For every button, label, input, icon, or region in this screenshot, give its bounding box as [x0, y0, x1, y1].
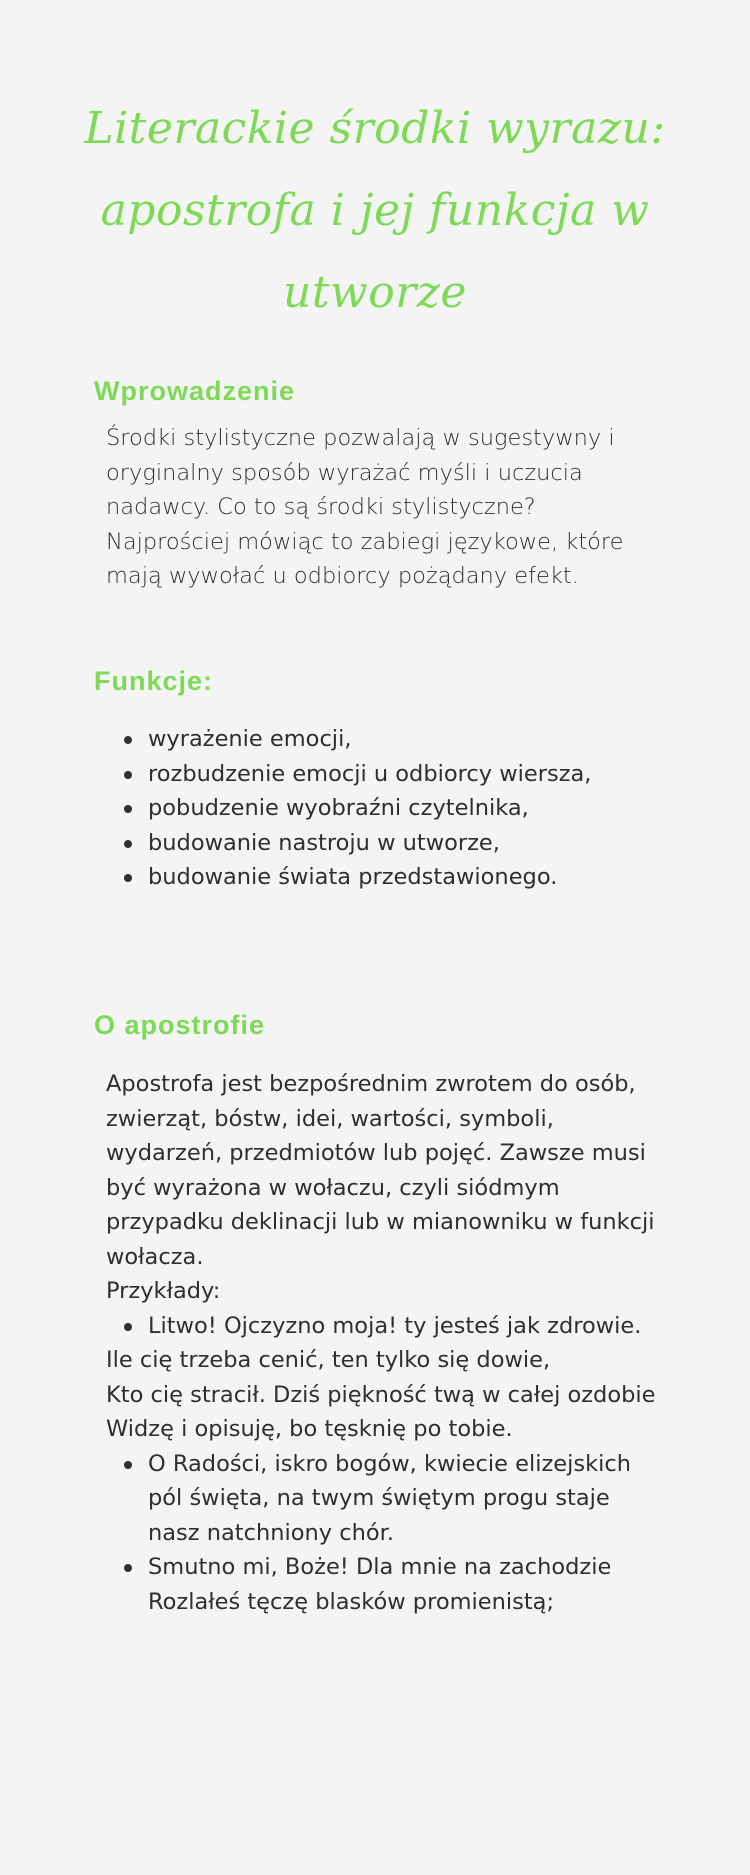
apostrophe-heading: O apostrofie — [94, 1010, 266, 1040]
list-item: Litwo! Ojczyzno moja! ty jesteś jak zdrowie. — [106, 1309, 666, 1344]
bullet-icon — [124, 736, 132, 744]
apostrophe-section — [106, 1067, 666, 1619]
bullet-icon — [124, 874, 132, 882]
list-item: budowanie świata przedstawionego. — [106, 860, 706, 895]
list-item: O Radości, iskro bogów, kwiecie elizejskich pól święta, na twym świętym progu staje nasz natchniony chór. — [106, 1447, 666, 1551]
bullet-icon — [124, 1564, 132, 1572]
apostrophe-definition: Apostrofa jest bezpośrednim zwrotem do osób, zwierząt, bóstw, idei, wartości, symboli, wydarzeń, przedmiotów lub pojęć. Zawsze musi być wyrażona w wołaczu, czyli siódmym przypadku deklinacji lub w mianowniku w funkcji wołacza. — [106, 1071, 655, 1270]
bullet-icon — [124, 805, 132, 813]
functions-list — [106, 722, 706, 895]
bullet-icon — [124, 1461, 132, 1469]
examples-list-continued — [106, 1447, 666, 1620]
bullet-icon — [124, 771, 132, 779]
list-item: wyrażenie emocji, — [106, 722, 706, 757]
functions-heading: Funkcje: — [94, 666, 214, 696]
bullet-icon — [124, 1323, 132, 1331]
example-1-line-2: Ile cię trzeba cenić, ten tylko się dowie, — [106, 1347, 551, 1373]
intro-heading: Wprowadzenie — [94, 376, 296, 406]
examples-label: Przykłady: — [106, 1278, 221, 1304]
example-1-line-4: Widzę i opisuję, bo tęsknię po tobie. — [106, 1416, 513, 1442]
intro-text: Środki stylistyczne pozwalają w sugestywny i oryginalny sposób wyrażać myśli i uczucia nadawcy. Co to są środki stylistyczne? Najprościej mówiąc to zabiegi językowe, które mają wywołać u odbiorcy pożądany efekt. — [106, 425, 624, 589]
list-item: rozbudzenie emocji u odbiorcy wiersza, — [106, 757, 706, 792]
list-item: pobudzenie wyobraźni czytelnika, — [106, 791, 706, 826]
list-item: Smutno mi, Boże! Dla mnie na zachodzie Rozlałeś tęczę blasków promienistą; — [106, 1550, 666, 1619]
bullet-icon — [124, 840, 132, 848]
page-title: Literackie środki wyrazu: apostrofa i jej funkcja w utworze — [84, 103, 666, 318]
example-1-line-3: Kto cię stracił. Dziś piękność twą w całej ozdobie — [106, 1381, 656, 1408]
list-item: budowanie nastroju w utworze, — [106, 826, 706, 861]
examples-list — [106, 1309, 666, 1344]
